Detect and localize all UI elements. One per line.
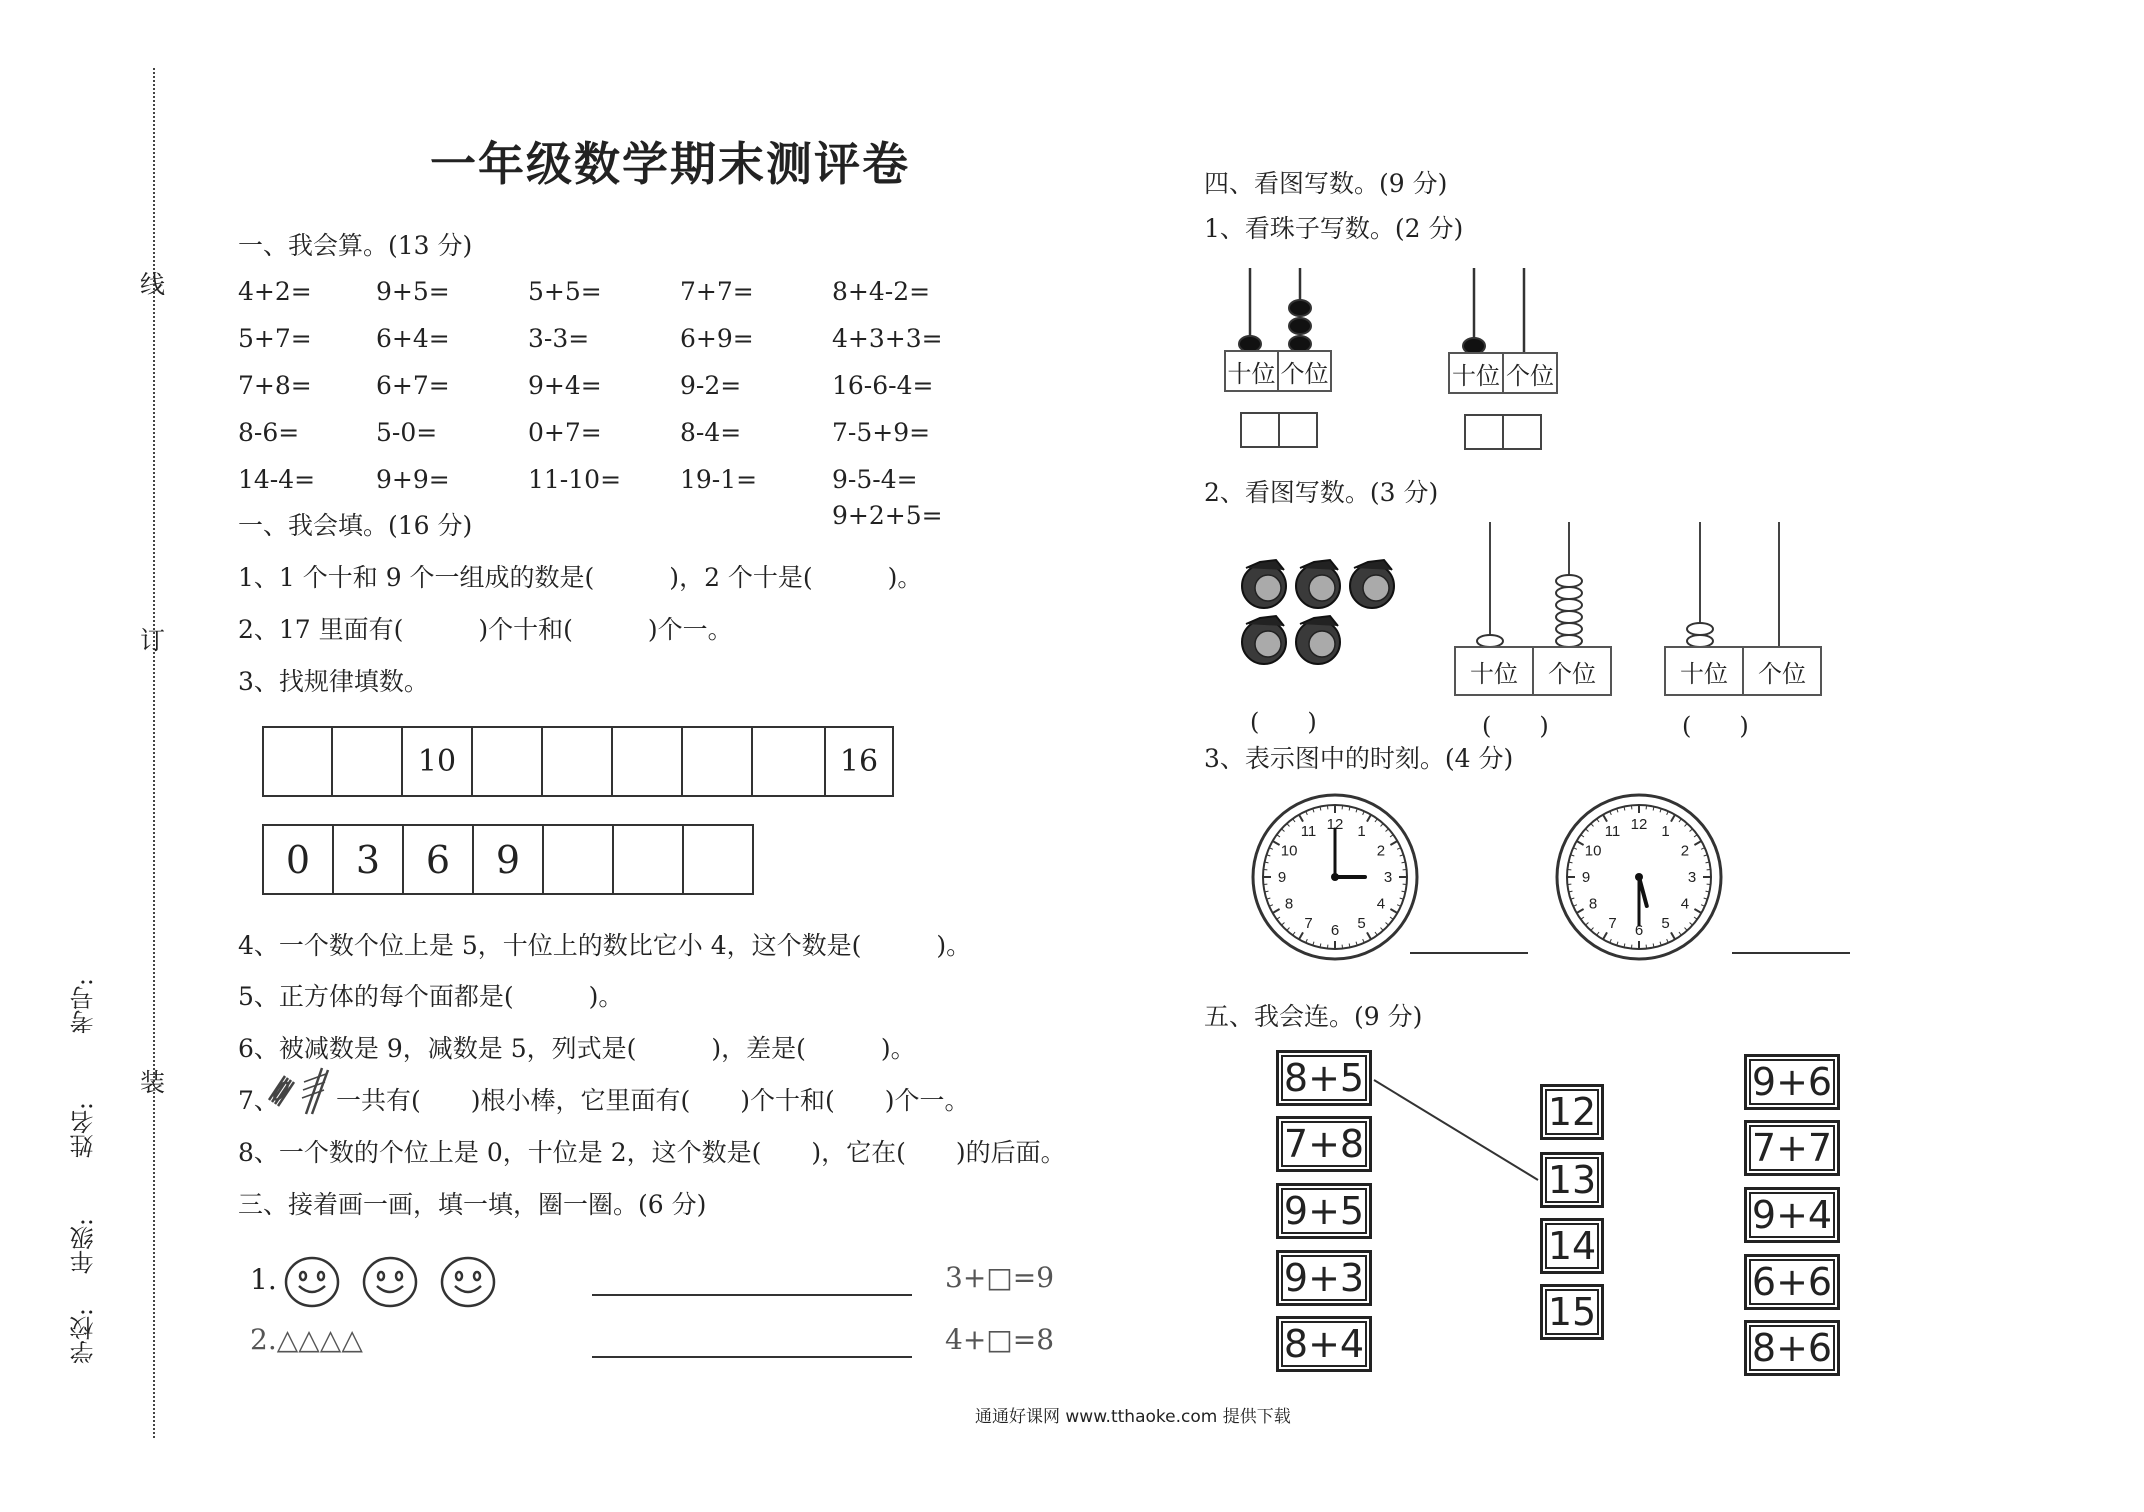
section-4-sub-3: 3、表示图中的时刻。(4 分) — [1204, 744, 1514, 773]
calc-item: 8-4= — [680, 418, 742, 447]
tens-label: 十位 — [1452, 361, 1500, 390]
exam-number-label: 考号: — [70, 978, 98, 1035]
tens-label: 十位 — [1470, 659, 1518, 688]
section-4-sub-2: 2、看图写数。(3 分) — [1204, 478, 1439, 507]
right-expression-box[interactable]: 7+7 — [1744, 1120, 1840, 1176]
clock-numeral: 10 — [1280, 842, 1298, 860]
fill-question-4: 4、一个数个位上是 5，十位上的数比它小 4，这个数是( )。 — [238, 931, 972, 960]
left-expression-box[interactable]: 8+4 — [1276, 1316, 1372, 1372]
calc-item: 8-6= — [238, 418, 300, 447]
section-5-heading: 五、我会连。(9 分) — [1204, 1002, 1423, 1031]
abacus-1 — [1218, 262, 1338, 352]
clock-numeral: 1 — [1661, 823, 1670, 841]
calc-item: 6+4= — [376, 324, 450, 353]
smiley-faces-group — [284, 1254, 504, 1310]
abacus-bead — [1556, 623, 1582, 635]
left-expression-box[interactable]: 9+5 — [1276, 1183, 1372, 1239]
clock-numeral: 11 — [1300, 823, 1317, 841]
answer-line — [592, 1294, 912, 1296]
right-expression-box[interactable]: 6+6 — [1744, 1254, 1840, 1310]
name-label: 姓名: — [70, 1102, 98, 1159]
section-4-heading: 四、看图写数。(9 分) — [1204, 169, 1448, 198]
footer-source: 通通好课网 www.tthaoke.com 提供下载 — [975, 1407, 1291, 1427]
clock-numeral: 6 — [1634, 922, 1644, 939]
pattern-cell: 6 — [402, 824, 474, 895]
pattern-cell — [612, 824, 684, 895]
clock-numeral: 7 — [1304, 914, 1313, 932]
pattern-cell — [682, 824, 754, 895]
middle-number-box[interactable]: 12 — [1540, 1084, 1604, 1140]
calc-item: 8+4-2= — [832, 277, 931, 306]
clock-numeral: 5 — [1357, 914, 1366, 932]
calc-item: 19-1= — [680, 465, 758, 494]
sticks-bundle-icon — [266, 1062, 334, 1118]
right-expression-box[interactable]: 8+6 — [1744, 1320, 1840, 1376]
binding-char-middle: 订 — [140, 626, 166, 655]
abacus-4 — [1660, 520, 1830, 650]
answer-line — [592, 1356, 912, 1358]
clock-numeral: 6 — [1330, 922, 1340, 939]
clock-numeral: 7 — [1608, 914, 1617, 932]
right-expression-box[interactable]: 9+4 — [1744, 1187, 1840, 1243]
clock-numeral: 8 — [1284, 895, 1294, 913]
calc-item: 6+7= — [376, 371, 450, 400]
calc-item: 16-6-4= — [832, 371, 934, 400]
abacus-bead — [1556, 575, 1582, 587]
fill-question-1: 1、1 个十和 9 个一组成的数是( )，2 个十是( )。 — [238, 563, 923, 592]
calc-item: 3-3= — [528, 324, 590, 353]
fill-question-6: 6、被减数是 9，减数是 5，列式是( )，差是( )。 — [238, 1034, 916, 1063]
abacus-bead — [1289, 318, 1311, 334]
binding-char-top: 线 — [140, 270, 166, 299]
pattern-cell: 16 — [824, 726, 894, 797]
fill-question-5: 5、正方体的每个面都是( )。 — [238, 982, 624, 1011]
clock-numeral: 5 — [1661, 914, 1670, 932]
draw-item-1-number: 1. — [250, 1263, 277, 1296]
abacus-bead — [1687, 623, 1713, 635]
abacus-2 — [1442, 262, 1562, 352]
abacus-1-answer-box[interactable] — [1240, 412, 1318, 448]
pattern-cell: 0 — [262, 824, 334, 895]
clock-numeral: 2 — [1680, 842, 1690, 860]
fruit-icon — [1242, 616, 1286, 664]
abacus-bead — [1556, 611, 1582, 623]
pattern-cell — [681, 726, 753, 797]
fill-question-7: 一共有( )根小棒，它里面有( )个十和( )个一。 — [336, 1086, 970, 1115]
calc-item: 4+3+3= — [832, 324, 943, 353]
clock-numeral: 12 — [1326, 816, 1344, 833]
clock-numeral: 9 — [1581, 869, 1591, 886]
calc-item: 7-5+9= — [832, 418, 931, 447]
abacus-bead — [1556, 587, 1582, 599]
abacus-bead — [1463, 338, 1485, 352]
section-1-heading: 一、我会算。(13 分) — [238, 231, 473, 260]
left-expression-box[interactable]: 8+5 — [1276, 1050, 1372, 1106]
abacus-4-answer-paren[interactable]: ( ) — [1682, 712, 1749, 740]
clock-1 — [1250, 792, 1420, 962]
fruit-icon — [1296, 560, 1340, 608]
clock-numeral: 3 — [1687, 869, 1697, 886]
clock-2 — [1554, 792, 1724, 962]
clock-numeral: 9 — [1277, 869, 1287, 886]
calc-item: 9+9= — [376, 465, 450, 494]
fruit-icon — [1350, 560, 1394, 608]
clock-numeral: 11 — [1604, 823, 1621, 841]
calc-item: 0+7= — [528, 418, 602, 447]
left-expression-box[interactable]: 7+8 — [1276, 1116, 1372, 1172]
calc-item: 9-2= — [680, 371, 742, 400]
fruit-group — [1238, 556, 1408, 676]
pattern-cell — [541, 726, 613, 797]
calc-item: 7+8= — [238, 371, 312, 400]
clock-numeral: 4 — [1680, 895, 1690, 913]
middle-number-box[interactable]: 15 — [1540, 1284, 1604, 1340]
clock-numeral: 3 — [1383, 869, 1393, 886]
clock-numeral: 8 — [1588, 895, 1598, 913]
ones-label: 个位 — [1502, 354, 1556, 392]
pattern-cell-empty — [751, 726, 826, 797]
calc-item: 6+9= — [680, 324, 754, 353]
pattern-cell: 10 — [401, 726, 473, 797]
abacus-1-label — [1224, 350, 1332, 392]
clock-1-answer-line — [1410, 952, 1528, 954]
middle-number-box[interactable]: 14 — [1540, 1218, 1604, 1274]
pattern-cell — [611, 726, 683, 797]
fruit-answer-paren[interactable]: ( ) — [1250, 708, 1317, 736]
fill-question-7-prefix: 7、 — [238, 1086, 279, 1115]
clock-numeral: 1 — [1357, 823, 1366, 841]
ones-label: 个位 — [1277, 352, 1330, 390]
ones-label: 个位 — [1742, 648, 1820, 694]
abacus-4-label — [1664, 646, 1822, 696]
calc-item: 7+7= — [680, 277, 754, 306]
calc-item: 9+4= — [528, 371, 602, 400]
right-expression-box[interactable]: 9+6 — [1744, 1054, 1840, 1110]
section-3-heading: 三、接着画一画，填一填，圈一圈。(6 分) — [238, 1190, 707, 1219]
equation-1: 3+□=9 — [945, 1261, 1055, 1294]
abacus-bead — [1556, 599, 1582, 611]
pattern-cell — [262, 726, 333, 797]
left-expression-box[interactable]: 9+3 — [1276, 1250, 1372, 1306]
fill-question-8: 8、一个数的个位上是 0，十位是 2，这个数是( )，它在( )的后面。 — [238, 1138, 1066, 1167]
middle-number-box[interactable]: 13 — [1540, 1152, 1604, 1208]
calc-item: 11-10= — [528, 465, 622, 494]
school-label: 学校: — [70, 1308, 98, 1365]
abacus-2-answer-box[interactable] — [1464, 414, 1542, 450]
fill-question-2: 2、17 里面有( )个十和( )个一。 — [238, 615, 733, 644]
abacus-3-answer-paren[interactable]: ( ) — [1482, 712, 1549, 740]
fruit-icon — [1296, 616, 1340, 664]
clock-numeral: 10 — [1584, 842, 1602, 860]
clock-2-answer-line — [1732, 952, 1850, 954]
fruit-icon — [1242, 560, 1286, 608]
tens-label: 十位 — [1680, 659, 1728, 688]
grade-label: 年级: — [70, 1218, 98, 1275]
fill-question-3: 3、找规律填数。 — [238, 667, 429, 696]
ones-label: 个位 — [1532, 648, 1610, 694]
calc-item: 5-0= — [376, 418, 438, 447]
draw-item-2-label: 2.△△△△ — [250, 1323, 363, 1356]
pattern-cell — [331, 726, 403, 797]
calc-item: 5+7= — [238, 324, 312, 353]
pattern-cell: 9 — [472, 824, 544, 895]
connection-line — [1360, 1070, 1550, 1190]
calc-item: 9+5= — [376, 277, 450, 306]
calc-item: 9-5-4= — [832, 465, 918, 494]
binding-char-bottom: 装 — [140, 1068, 166, 1097]
clock-numeral: 12 — [1630, 816, 1648, 833]
clock-numeral: 2 — [1376, 842, 1386, 860]
tens-label: 十位 — [1227, 359, 1276, 388]
pattern-cell — [542, 824, 614, 895]
abacus-3 — [1450, 520, 1620, 650]
page-title: 一年级数学期末测评卷 — [430, 137, 910, 191]
calc-item: 9+2+5= — [832, 501, 943, 530]
section-2-heading: 一、我会填。(16 分) — [238, 511, 473, 540]
section-4-sub-1: 1、看珠子写数。(2 分) — [1204, 214, 1464, 243]
abacus-bead — [1289, 300, 1311, 316]
calc-item: 5+5= — [528, 277, 602, 306]
pattern-cell: 3 — [332, 824, 404, 895]
pattern-cell — [471, 726, 543, 797]
equation-2: 4+□=8 — [945, 1323, 1055, 1356]
calc-item: 4+2= — [238, 277, 312, 306]
calc-item: 14-4= — [238, 465, 316, 494]
abacus-2-label — [1448, 352, 1558, 394]
abacus-3-label — [1454, 646, 1612, 696]
clock-numeral: 4 — [1376, 895, 1386, 913]
